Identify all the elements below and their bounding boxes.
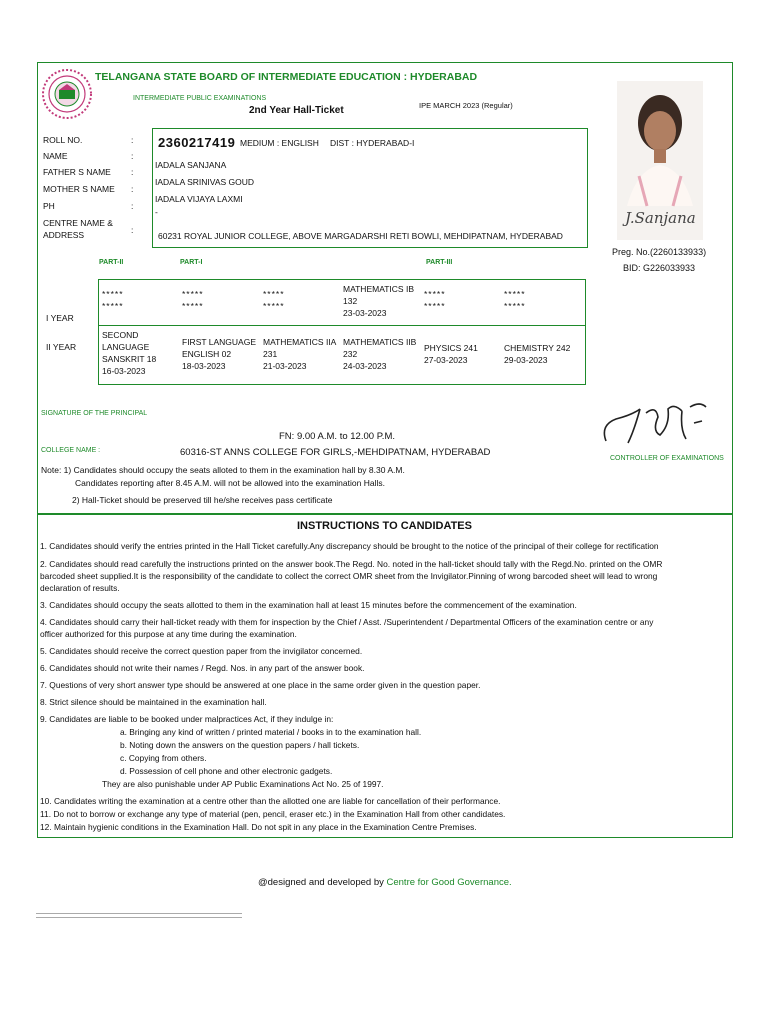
y1-subject4-cell: MATHEMATICS IB 132 23-03-2023 xyxy=(343,284,414,318)
instruction-11: 11. Do not to borrow or exchange any type of material (pen, pencil, eraser etc.) in the Examination Hall from other candidates. xyxy=(40,809,506,819)
note-1: Note: 1) Candidates should occupy the seats alloted to them in the examination hall by 8.30 A.M. xyxy=(41,465,405,475)
y1-subject3-cell: ***** ***** xyxy=(263,289,285,311)
part-iii-label: PART-III xyxy=(426,259,453,266)
candidate-photo xyxy=(617,81,703,240)
controller-signature xyxy=(598,395,710,453)
bid-number: BID: G226033933 xyxy=(623,263,696,273)
y1-subject6-cell: ***** ***** xyxy=(504,289,526,311)
part-i-label: PART-I xyxy=(180,259,203,266)
college-name-label: COLLEGE NAME : xyxy=(41,447,101,454)
instruction-4a: 4. Candidates should carry their hall-ticket ready with them for inspection by the Chief / Asst. /Superintendent / Departmental Officers of the examination centre or any xyxy=(40,617,654,627)
label-father: FATHER S NAME xyxy=(43,167,111,177)
instruction-12: 12. Maintain hygienic conditions in the Examination Hall. Do not spit in any place in the Examination Centre Premises. xyxy=(40,822,477,832)
ticket-title: 2nd Year Hall-Ticket xyxy=(249,105,344,116)
credit-line xyxy=(258,877,512,888)
label-ph: PH xyxy=(43,201,55,211)
y2-part2-cell: SECOND LANGUAGE SANSKRIT 18 16-03-2023 xyxy=(102,330,157,376)
instruction-9d: d. Possession of cell phone and other electronic gadgets. xyxy=(120,766,333,776)
year1-label: I YEAR xyxy=(46,313,74,323)
instruction-7: 7. Questions of very short answer type should be answered at one place in the same order given in the question paper. xyxy=(40,680,481,690)
y1-part2-cell: ***** ***** xyxy=(102,289,124,311)
label-centre: CENTRE NAME & xyxy=(43,218,113,228)
instruction-8: 8. Strict silence should be maintained in the examination hall. xyxy=(40,697,267,707)
medium: MEDIUM : ENGLISH xyxy=(240,138,319,148)
instructions-title: INSTRUCTIONS TO CANDIDATES xyxy=(297,520,472,532)
y1-part1-cell: ***** ***** xyxy=(182,289,204,311)
y1-subject5-cell: ***** ***** xyxy=(424,289,446,311)
credit-prefix: @designed and developed by xyxy=(258,877,384,888)
y2-subject5-cell: PHYSICS 241 27-03-2023 xyxy=(424,343,478,365)
candidate-name: IADALA SANJANA xyxy=(155,160,227,170)
centre-address: 60231 ROYAL JUNIOR COLLEGE, ABOVE MARGADARSHI RETI BOWLI, MEHDIPATNAM, HYDERABAD xyxy=(158,231,563,241)
note-2: 2) Hall-Ticket should be preserved till he/she receives pass certificate xyxy=(72,495,333,505)
exam-session: IPE MARCH 2023 (Regular) xyxy=(419,101,513,110)
instruction-9c: c. Copying from others. xyxy=(120,753,207,763)
instruction-9e: They are also punishable under AP Public Examinations Act No. 25 of 1997. xyxy=(102,779,384,789)
part-ii-label: PART-II xyxy=(99,259,124,266)
controller-label: CONTROLLER OF EXAMINATIONS xyxy=(610,455,724,462)
y2-subject6-cell: CHEMISTRY 242 29-03-2023 xyxy=(504,343,571,365)
ph-value: - xyxy=(155,207,158,217)
instruction-9: 9. Candidates are liable to be booked under malpractices Act, if they indulge in: xyxy=(40,714,334,724)
y2-subject4-cell: MATHEMATICS IIB 232 24-03-2023 xyxy=(343,337,417,371)
colon: : xyxy=(131,201,134,211)
label-name: NAME xyxy=(43,151,68,161)
photo-signature: J.Sanjana xyxy=(625,209,696,227)
instruction-1: 1. Candidates should verify the entries printed in the Hall Ticket carefully.Any discrepancy should be brought to the notice of the principal of their college for rectification xyxy=(40,541,659,551)
exam-timing: FN: 9.00 A.M. to 12.00 P.M. xyxy=(279,431,395,442)
instruction-2a: 2. Candidates should read carefully the instructions printed on the answer book.The Regd. No. noted in the hall-ticket should tally with the Regd.No. printed on the OMR xyxy=(40,559,663,569)
label-roll: ROLL NO. xyxy=(43,135,83,145)
principal-signature-label: SIGNATURE OF THE PRINCIPAL xyxy=(41,410,148,417)
instruction-2c: declaration of results. xyxy=(40,583,120,593)
board-title: TELANGANA STATE BOARD OF INTERMEDIATE EDUCATION : HYDERABAD xyxy=(95,71,478,83)
colon: : xyxy=(131,184,134,194)
y2-subject3-cell: MATHEMATICS IIA 231 21-03-2023 xyxy=(263,337,337,371)
label-address: ADDRESS xyxy=(43,230,85,240)
credit-org-link[interactable]: Centre for Good Governance. xyxy=(386,877,512,888)
colon: : xyxy=(131,151,134,161)
roll-number: 2360217419 xyxy=(158,135,236,150)
instruction-2b: barcoded sheet supplied.It is the responsibility of the candidate to collect the correct OMR sheet from the Invigilator.Pinning of wrong barcoded sheet will lead to wrong xyxy=(40,571,658,581)
colon: : xyxy=(131,135,134,145)
district: DIST : HYDERABAD-I xyxy=(330,138,415,148)
instruction-9a: a. Bringing any kind of written / printed material / books in to the examination hall. xyxy=(120,727,422,737)
preg-number: Preg. No.(2260133933) xyxy=(612,247,707,257)
label-mother: MOTHER S NAME xyxy=(43,184,115,194)
exam-type: INTERMEDIATE PUBLIC EXAMINATIONS xyxy=(133,95,267,102)
y2-part1-cell: FIRST LANGUAGE ENGLISH 02 18-03-2023 xyxy=(182,337,256,371)
college-name: 60316-ST ANNS COLLEGE FOR GIRLS,-MEHDIPATNAM, HYDERABAD xyxy=(180,447,491,458)
note-1b: Candidates reporting after 8.45 A.M. will not be allowed into the examination Halls. xyxy=(75,478,385,488)
mother-name: IADALA VIJAYA LAXMI xyxy=(155,194,243,204)
colon: : xyxy=(131,167,134,177)
instruction-6: 6. Candidates should not write their names / Regd. Nos. in any part of the answer book. xyxy=(40,663,365,673)
instruction-4b: officer authorized for this purpose at any time during the examination. xyxy=(40,629,297,639)
instruction-5: 5. Candidates should receive the correct question paper from the invigilator concerned. xyxy=(40,646,363,656)
instruction-3: 3. Candidates should occupy the seats allotted to them in the examination hall at least 15 minutes before the commencement of the examination. xyxy=(40,600,577,610)
year2-label: II YEAR xyxy=(46,342,77,352)
instruction-9b: b. Noting down the answers on the question papers / hall tickets. xyxy=(120,740,360,750)
instruction-10: 10. Candidates writing the examination at a centre other than the allotted one are liable for cancellation of their performance. xyxy=(40,796,501,806)
divider xyxy=(36,913,242,918)
colon: : xyxy=(131,225,134,235)
father-name: IADALA SRINIVAS GOUD xyxy=(155,177,255,187)
board-seal-icon xyxy=(41,68,93,120)
